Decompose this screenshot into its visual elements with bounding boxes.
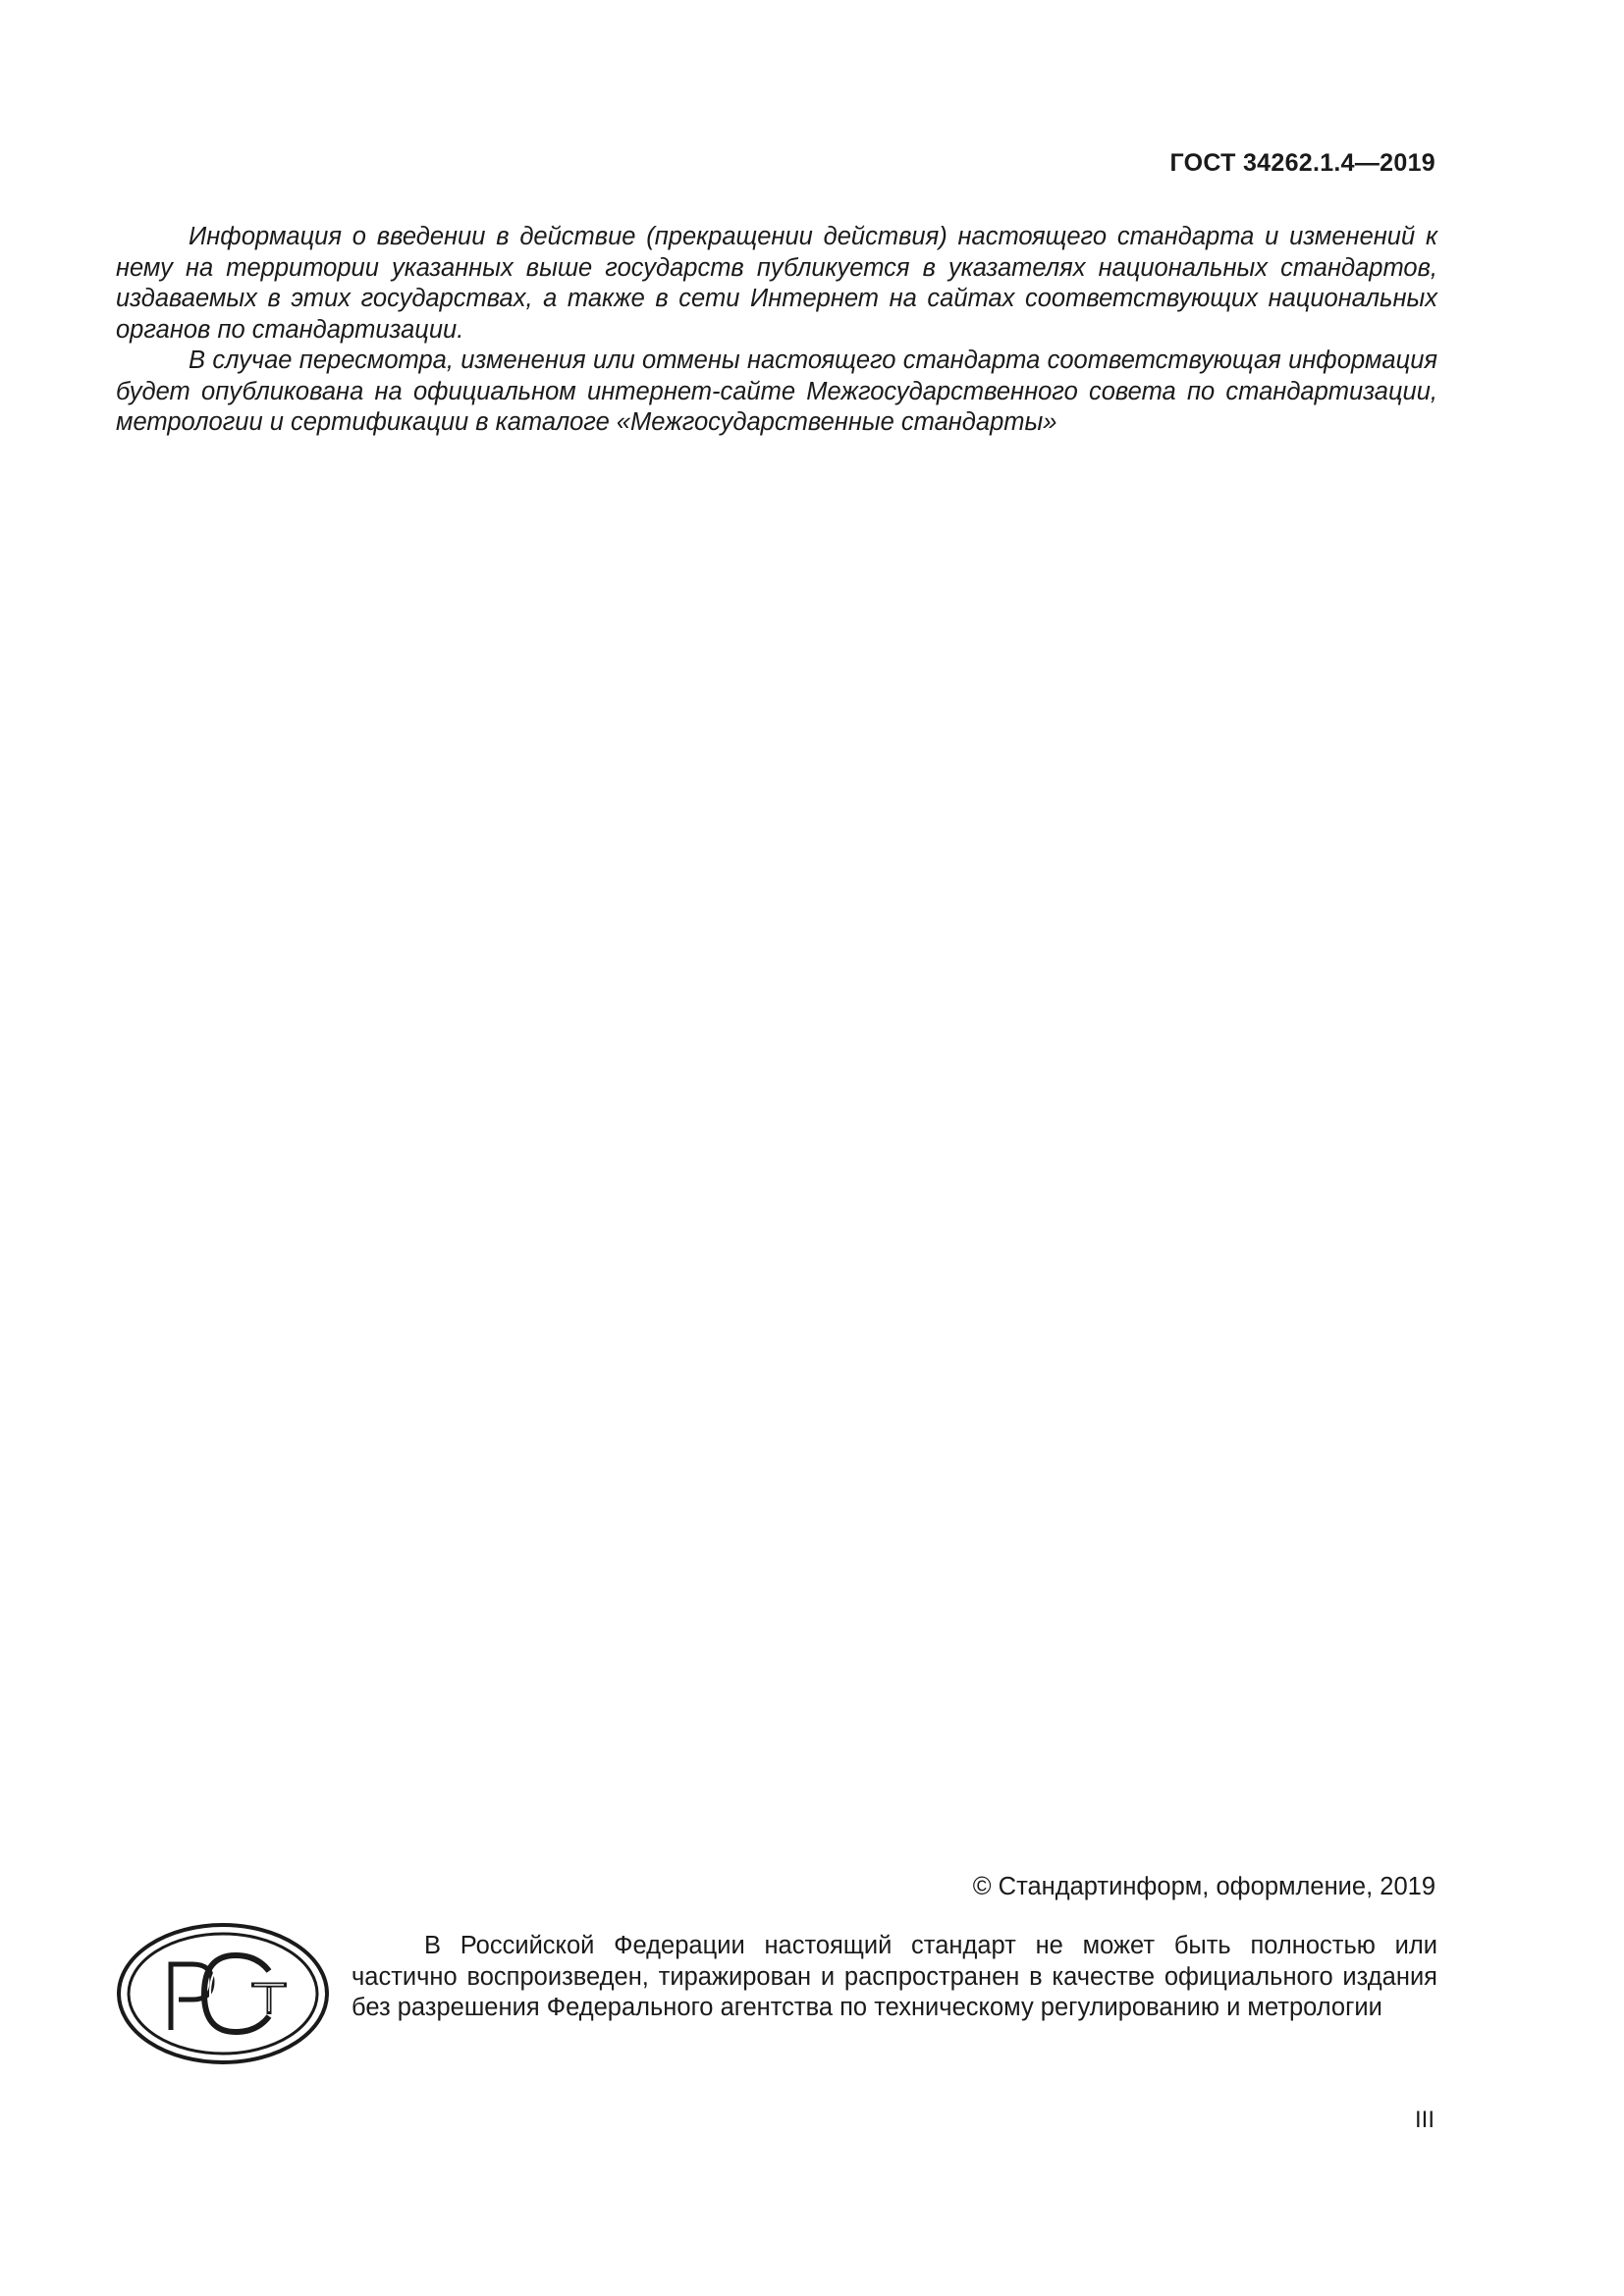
info-block [116,222,1437,439]
standard-code: ГОСТ 34262.1.4—2019 [1169,149,1435,177]
info-paragraph-revision: В случае пересмотра, изменения или отмены настоящего стандарта соответствующая информация будет опубликована на официальном интернет-сайте Межгосударственного совета по стандартизации, метрологии и сертификации в каталоге «Межгосударственные стандарты» [116,347,1437,436]
copyright-notice: © Стандартинформ, оформление, 2019 [972,1873,1435,1900]
copyright-restriction-notice [352,1931,1437,2024]
page-number: III [1414,2107,1435,2133]
rst-logo-icon [114,1920,332,2067]
notice-text: В Российской Федерации настоящий стандарт не может быть полностью или частично воспроизведен, тиражирован и распространен в качестве официального издания без разрешения Федерального агентства по техническому регулированию и метрологии [352,1932,1437,2021]
info-paragraph-effect: Информация о введении в действие (прекращении действия) настоящего стандарта и изменений к нему на территории указанных выше государств публикуется в указателях национальных стандартов, издаваемых в этих государствах, а также в сети Интернет на сайтах соответствующих национальных органов по стандартизации. [116,223,1437,344]
